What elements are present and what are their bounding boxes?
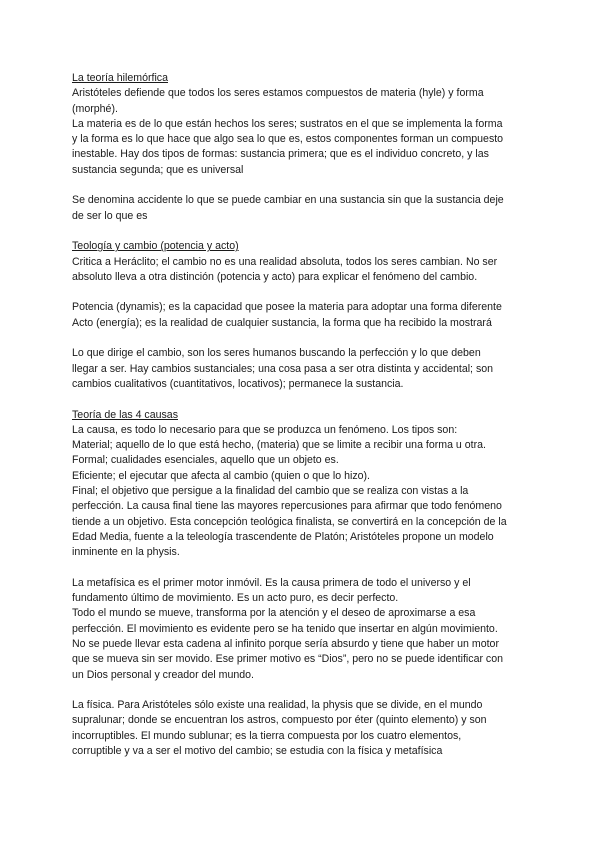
section: [72, 239, 540, 392]
text-line: sustancia segunda; que es universal: [72, 163, 244, 176]
section-heading: Teología y cambio (potencia y acto): [72, 240, 239, 253]
text-line: y la forma es lo que hace que algo sea lo que es, estos componentes forman un compuesto: [72, 133, 504, 146]
text-line: Formal; cualidades esenciales, aquello que un objeto es.: [72, 454, 339, 467]
text-line: cambios cualitativos (cuantitativos, locativos); permanece la sustancia.: [72, 377, 404, 390]
text-line: tiende a un objetivo. Esta concepción teológica finalista, se convertirá en la concepción de la: [72, 515, 507, 528]
text-line: perfección. La causa final tiene las mayores repercusiones para afirmar que todo fenómeno: [72, 500, 502, 513]
text-line: fundamento último de movimiento. Es un acto puro, es decir perfecto.: [72, 592, 399, 605]
text-line: de ser lo que es: [72, 209, 148, 222]
paragraph-gap: [72, 178, 540, 193]
paragraph-gap: [72, 285, 540, 300]
text-line: que se mueva sin ser movido. Ese primer motivo es “Dios”, pero no se puede identificar con: [72, 653, 504, 666]
text-line: Critica a Heráclito; el cambio no es una realidad absoluta, todos los seres cambian. No ser: [72, 255, 498, 268]
text-line: llegar a ser. Hay cambios sustanciales; una cosa pasa a ser otra distinta y accidental; son: [72, 362, 494, 375]
text-line: un Dios personal y creador del mundo.: [72, 668, 254, 681]
section: [72, 71, 540, 224]
paragraph-gap: [72, 331, 540, 346]
text-line: La metafísica es el primer motor inmóvil. Es la causa primera de todo el universo y el: [72, 576, 471, 589]
paragraph-gap: [72, 561, 540, 576]
text-line: absoluto lleva a otra distinción (potencia y acto) para explicar el fenómeno del cambio.: [72, 270, 478, 283]
text-line: Se denomina accidente lo que se puede cambiar en una sustancia sin que la sustancia deje: [72, 194, 504, 207]
text-line: Final; el objetivo que persigue a la finalidad del cambio que se realiza con vistas a la: [72, 485, 469, 498]
text-line: La física. Para Aristóteles sólo existe una realidad, la physis que se divide, en el mundo: [72, 699, 483, 712]
document-body: [72, 71, 540, 759]
text-line: supralunar; donde se encuentran los astros, compuesto por éter (quinto elemento) y son: [72, 714, 487, 727]
text-line: corruptible y va a ser el motivo del cambio; se estudia con la física y metafísica: [72, 745, 443, 758]
section-heading: La teoría hilemórfica: [72, 72, 168, 84]
text-line: Lo que dirige el cambio, son los seres humanos buscando la perfección y lo que deben: [72, 347, 481, 360]
section: [72, 408, 540, 760]
text-line: Todo el mundo se mueve, transforma por la atención y el deseo de aproximarse a esa: [72, 607, 476, 620]
section-gap: [72, 392, 540, 407]
text-line: Edad Media, fuente a la teleología trascendente de Platón; Aristóteles propone un modelo: [72, 530, 494, 543]
text-line: Aristóteles defiende que todos los seres estamos compuestos de materia (hyle) y forma: [72, 87, 484, 100]
text-line: La causa, es todo lo necesario para que se produzca un fenómeno. Los tipos son:: [72, 423, 458, 436]
text-line: inestable. Hay dos tipos de formas: sustancia primera; que es el individuo concreto, y las: [72, 148, 489, 161]
text-line: Eficiente; el ejecutar que afecta al cambio (quien o que lo hizo).: [72, 469, 370, 482]
text-line: La materia es de lo que están hechos los seres; sustratos en el que se implementa la forma: [72, 117, 503, 130]
text-line: Material; aquello de lo que está hecho, (materia) que se limite a recibir una forma u otra.: [72, 439, 486, 452]
text-line: (morphé).: [72, 102, 118, 115]
text-line: inminente en la physis.: [72, 546, 180, 559]
section-gap: [72, 224, 540, 239]
section-heading: Teoría de las 4 causas: [72, 408, 178, 421]
text-line: Potencia (dynamis); es la capacidad que posee la materia para adoptar una forma diferente: [72, 301, 502, 314]
text-line: No se puede llevar esta cadena al infinito porque sería absurdo y tiene que haber un motor: [72, 637, 499, 650]
paragraph-gap: [72, 683, 540, 698]
text-line: Acto (energía); es la realidad de cualquier sustancia, la forma que ha recibido la mostrará: [72, 316, 492, 329]
text-line: perfección. El movimiento es evidente pero se ha tenido que insertar en algún movimiento.: [72, 622, 498, 635]
text-line: incorruptibles. El mundo sublunar; es la tierra compuesta por los cuatro elementos,: [72, 729, 462, 742]
